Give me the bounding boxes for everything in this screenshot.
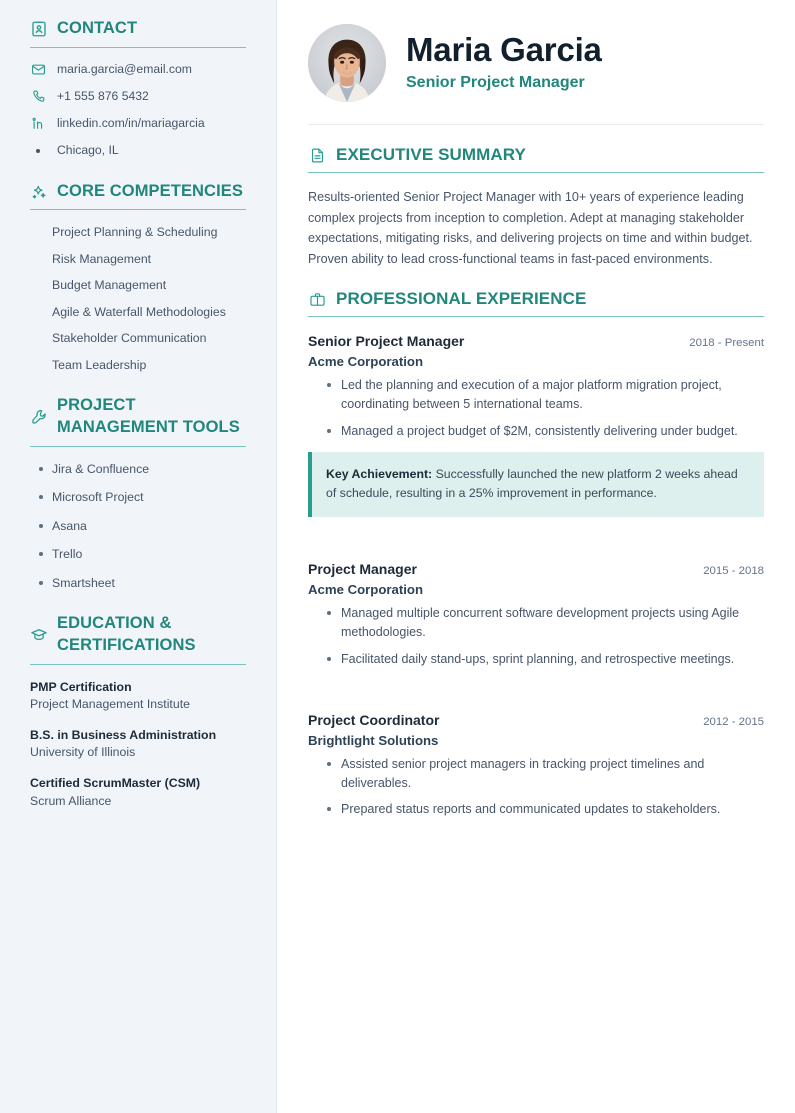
list-item: Microsoft Project [38, 489, 246, 505]
header-divider [308, 124, 764, 125]
tools-heading: PROJECT MANAGEMENT TOOLS [57, 396, 240, 436]
experience-company: Acme Corporation [308, 353, 424, 369]
list-item: Managed a project budget of $2M, consistently delivering under budget. [326, 422, 764, 441]
avatar [308, 24, 386, 102]
experience-entry-header [308, 331, 764, 352]
section-professional-experience [308, 289, 764, 819]
experience-bullets [308, 376, 764, 440]
experience-dates: 2015 - 2018 [703, 565, 764, 578]
key-achievement-label: Key Achievement: [326, 467, 433, 482]
sparkles-icon [30, 183, 48, 201]
education-degree: Certified ScrumMaster (CSM) [30, 776, 201, 791]
header-text [406, 32, 602, 95]
section-executive-summary [308, 145, 764, 269]
education-org: Project Management Institute [30, 696, 190, 711]
contact-linkedin-value: linkedin.com/in/mariagarcia [57, 115, 205, 130]
contact-heading: CONTACT [57, 19, 138, 37]
job-role-subtitle: Senior Project Manager [406, 74, 585, 92]
education-degree: PMP Certification [30, 679, 132, 694]
contact-divider [30, 47, 246, 48]
experience-divider [308, 316, 764, 317]
resume-header [308, 24, 764, 102]
experience-company: Acme Corporation [308, 581, 424, 597]
experience-company: Brightlight Solutions [308, 732, 439, 748]
contact-item-phone[interactable] [30, 89, 246, 105]
education-heading-row [30, 613, 246, 657]
contact-item-email[interactable] [30, 62, 246, 78]
summary-text: Results-oriented Senior Project Manager with 10+ years of experience leading complex projects from inception to completion. Adept at managing stakeholder expectations, mitigating risks, and delivering projects on time and within budget. Proven ability to lead cross-functional teams in fast-paced environments. [308, 190, 753, 266]
linkedin-icon [30, 116, 46, 132]
graduation-cap-icon [30, 626, 48, 644]
section-spacer [308, 537, 764, 559]
key-achievement-text: Successfully launched the new platform 2 weeks ahead of schedule, resulting in a 25% improvement in performance. [326, 467, 738, 501]
education-divider [30, 664, 246, 665]
education-degree: B.S. in Business Administration [30, 728, 217, 743]
tools-list [30, 461, 246, 591]
competencies-heading: CORE COMPETENCIES [57, 181, 243, 200]
main-content [277, 0, 795, 1113]
education-entry [30, 727, 246, 761]
contact-item-linkedin[interactable] [30, 116, 246, 132]
list-item: Jira & Confluence [38, 461, 246, 477]
briefcase-icon [308, 290, 326, 308]
list-item: Risk Management [52, 251, 152, 266]
competencies-divider [30, 209, 246, 210]
contact-item-location [30, 143, 246, 159]
experience-entry [308, 710, 764, 819]
dot-icon [30, 149, 46, 153]
experience-heading-row [308, 289, 764, 309]
key-achievement-callout [308, 452, 764, 517]
list-item: Managed multiple concurrent software development projects using Agile methodologies. [326, 604, 764, 642]
tools-divider [30, 446, 246, 447]
experience-entry-header [308, 710, 764, 731]
experience-bullets [308, 755, 764, 819]
experience-heading: PROFESSIONAL EXPERIENCE [336, 288, 587, 308]
phone-icon [30, 89, 46, 105]
list-item: Smartsheet [38, 575, 246, 591]
summary-heading: EXECUTIVE SUMMARY [336, 145, 526, 164]
education-entry [30, 679, 246, 713]
list-item: Stakeholder Communication [52, 331, 207, 346]
list-item: Prepared status reports and communicated updates to stakeholders. [326, 800, 764, 819]
summary-heading-row [308, 145, 764, 165]
education-entry [30, 775, 246, 809]
list-item: Asana [38, 518, 246, 534]
competencies-heading-row [30, 181, 246, 203]
profile-photo [308, 24, 386, 102]
experience-title: Senior Project Manager [308, 333, 465, 350]
experience-bullets [308, 604, 764, 668]
tools-heading-row [30, 395, 246, 439]
experience-entry [308, 559, 764, 668]
contact-phone-value: +1 555 876 5432 [57, 88, 149, 103]
sidebar-section-education [30, 613, 246, 810]
list-item: Project Planning & Scheduling [52, 225, 218, 240]
sidebar-section-tools [30, 395, 246, 591]
document-text-icon [308, 146, 326, 164]
list-item: Budget Management [52, 278, 167, 293]
page-title: Maria Garcia [406, 30, 602, 68]
education-org: University of Illinois [30, 745, 136, 760]
contact-heading-row [30, 18, 246, 40]
experience-dates: 2012 - 2015 [703, 716, 764, 729]
summary-divider [308, 172, 764, 173]
id-card-icon [30, 20, 48, 38]
sidebar-section-contact [30, 18, 246, 159]
sidebar-section-competencies [30, 181, 246, 374]
education-org: Scrum Alliance [30, 793, 112, 808]
sidebar [0, 0, 277, 1113]
list-item: Trello [38, 546, 246, 562]
experience-title: Project Manager [308, 561, 417, 578]
experience-entry [308, 331, 764, 517]
list-item: Team Leadership [52, 357, 147, 372]
experience-entry-header [308, 559, 764, 580]
list-item: Assisted senior project managers in tracking project timelines and deliverables. [326, 755, 764, 793]
list-item: Facilitated daily stand-ups, sprint planning, and retrospective meetings. [326, 650, 764, 669]
list-item: Led the planning and execution of a major platform migration project, coordinating between 5 international teams. [326, 376, 764, 414]
contact-email-value: maria.garcia@email.com [57, 61, 192, 76]
envelope-icon [30, 62, 46, 78]
list-item: Agile & Waterfall Methodologies [52, 304, 226, 319]
experience-dates: 2018 - Present [689, 337, 764, 350]
experience-title: Project Coordinator [308, 712, 440, 729]
wrench-icon [30, 408, 48, 426]
section-spacer [308, 688, 764, 710]
contact-location-value: Chicago, IL [57, 142, 119, 157]
education-heading: EDUCATION & CERTIFICATIONS [57, 614, 196, 654]
competencies-list [30, 224, 246, 373]
